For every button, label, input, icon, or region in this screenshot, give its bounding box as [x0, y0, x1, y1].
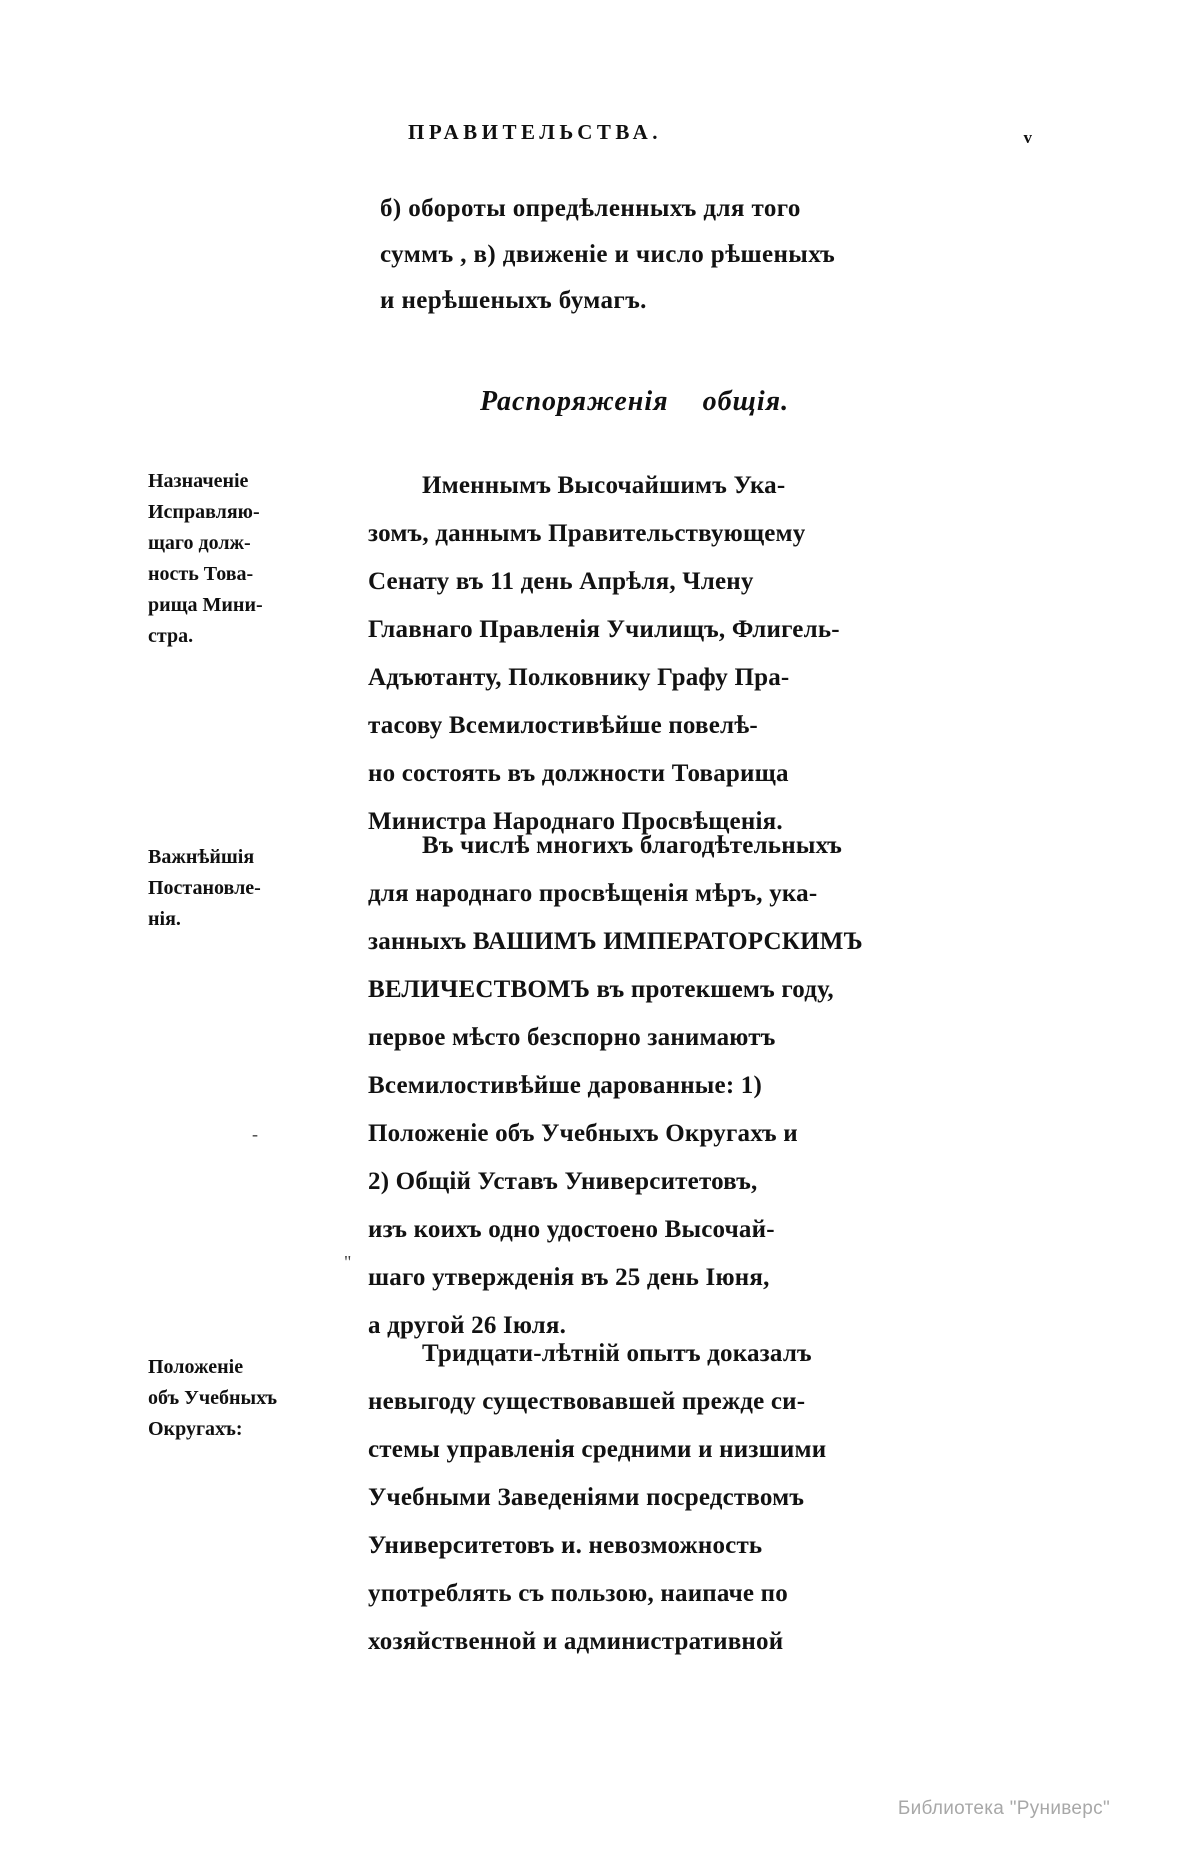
text-line: стемы управленія средними и низшими — [368, 1436, 827, 1463]
line-text: и нерѣшеныхъ бумагъ. — [380, 287, 647, 314]
text-line: но состоять въ должности Товарища — [368, 760, 789, 787]
text-line: употреблять съ пользою, наипаче по — [368, 1580, 788, 1607]
stray-mark-2: " — [344, 1252, 352, 1272]
line-text: суммъ , в) движеніе и число рѣшеныхъ — [380, 241, 836, 268]
text-line: невыгоду существовавшей прежде си- — [368, 1388, 806, 1415]
text-line: занныхъ ВАШИМЪ ИМПЕРАТОРСКИМЪ — [368, 928, 863, 955]
text-line: первое мѣсто безспорно занимаютъ — [368, 1024, 776, 1051]
text-line: а другой 26 Іюля. — [368, 1312, 567, 1339]
text-line: Учебными Заведеніями посредствомъ — [368, 1484, 805, 1511]
paragraph-appointment — [368, 462, 1028, 846]
text-line: Именнымъ Высочайшимъ Ука- — [422, 472, 786, 499]
section-heading — [480, 386, 920, 418]
note-line: рища Мини- — [148, 594, 263, 616]
text-line: 2) Общій Уставъ Университетовъ, — [368, 1168, 758, 1195]
library-watermark: Библиотека "Руниверс" — [897, 1798, 1110, 1819]
note-line: Постановле- — [148, 877, 261, 899]
text-line: Адъютанту, Полковнику Графу Пра- — [368, 664, 790, 691]
note-line: щаго долж- — [148, 532, 251, 554]
text-line: шаго утвержденія въ 25 день Іюня, — [368, 1264, 770, 1291]
margin-note-educational-districts — [148, 1352, 358, 1445]
text-line: Всемилостивѣйше дарованные: 1) — [368, 1072, 763, 1099]
note-line: Округахъ: — [148, 1418, 243, 1440]
text-line: для народнаго просвѣщенія мѣръ, ука- — [368, 880, 818, 907]
paragraph-important-decrees — [368, 822, 1028, 1350]
note-line: стра. — [148, 625, 194, 647]
text-line: Министра Народнаго Просвѣщенія. — [368, 808, 783, 835]
note-line: Положеніе — [148, 1356, 244, 1378]
text-line: изъ коихъ одно удостоено Высочай- — [368, 1216, 775, 1243]
note-line: Важнѣйшія — [148, 846, 255, 868]
text-line — [380, 278, 880, 324]
text-line: зомъ, даннымъ Правительствующему — [368, 520, 806, 547]
text-line — [380, 232, 880, 278]
text-line: Положеніе объ Учебныхъ Округахъ и — [368, 1120, 798, 1147]
note-line: ность Това- — [148, 563, 254, 585]
margin-note-important-decrees — [148, 842, 358, 935]
text-line: тасову Всемилостивѣйше повелѣ- — [368, 712, 758, 739]
note-line: нія. — [148, 908, 181, 930]
note-line: Назначеніе — [148, 470, 249, 492]
text-line: Университетовъ и. невозможность — [368, 1532, 763, 1559]
paragraph-educational-districts — [368, 1330, 1028, 1666]
running-head: ПРАВИТЕЛЬСТВА. — [408, 120, 662, 144]
text-line: Сенату въ 11 день Апрѣля, Члену — [368, 568, 754, 595]
text-line: ВЕЛИЧЕСТВОМЪ въ протекшемъ году, — [368, 976, 834, 1003]
opening-paragraph — [380, 186, 880, 324]
page-number: v — [1023, 128, 1032, 147]
stray-mark-1: - — [252, 1124, 258, 1144]
text-line — [380, 186, 880, 232]
text-line: Тридцати-лѣтній опытъ доказалъ — [422, 1340, 812, 1367]
margin-note-appointment — [148, 466, 358, 652]
note-line: Исправляю- — [148, 501, 260, 523]
text-line: Въ числѣ многихъ благодѣтельныхъ — [422, 832, 843, 859]
note-line: объ Учебныхъ — [148, 1387, 278, 1409]
section-heading-word-1: Распоряженія — [480, 386, 669, 417]
text-line: хозяйственной и административной — [368, 1628, 784, 1655]
line-text: б) обороты опредѣленныхъ для того — [380, 195, 801, 222]
text-line: Главнаго Правленія Училищъ, Флигель- — [368, 616, 840, 643]
section-heading-word-2: общія. — [702, 386, 790, 417]
